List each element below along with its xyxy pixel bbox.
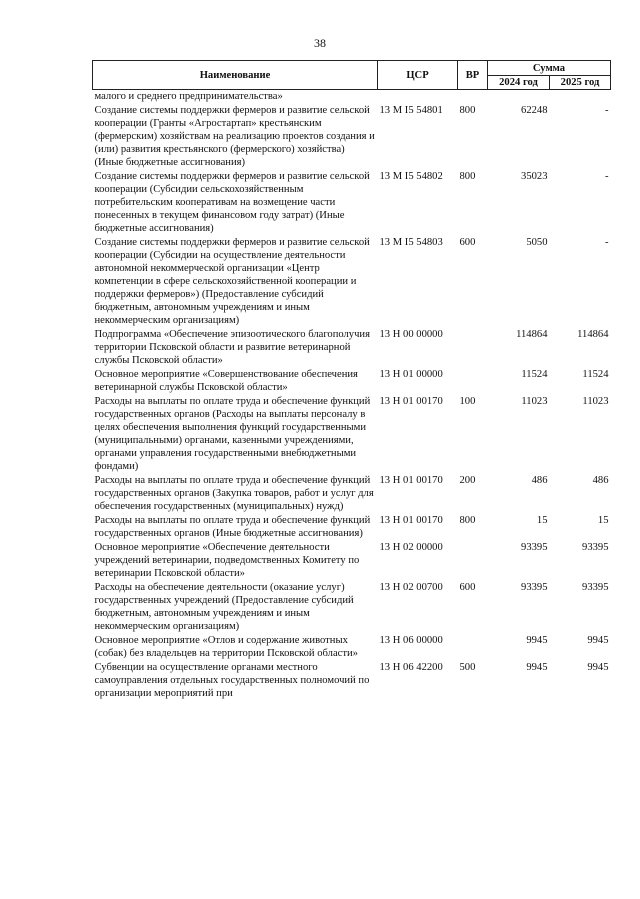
header-vr: ВР <box>458 61 488 90</box>
header-name: Наименование <box>93 61 378 90</box>
row-vr: 800 <box>459 515 476 526</box>
row-amount-2024: 9945 <box>526 662 548 673</box>
row-name: Подпрограмма «Обеспечение эпизоотического благополучия территории Псковской области и развитие ветеринарной службы Псковской области» <box>94 329 370 366</box>
row-amount-2025: 114864 <box>577 329 609 340</box>
table-row <box>93 514 611 541</box>
row-amount-2025: - <box>604 171 609 182</box>
row-vr <box>458 634 488 661</box>
row-amount-2024: 35023 <box>521 171 548 182</box>
row-amount-2025 <box>550 90 611 105</box>
table-row <box>93 90 611 105</box>
row-amount-2024: 11023 <box>521 396 548 407</box>
row-amount-2024 <box>488 90 550 105</box>
row-csr <box>378 90 458 105</box>
table-row <box>93 368 611 395</box>
row-amount-2025: 15 <box>597 515 609 526</box>
table-row <box>93 581 611 634</box>
row-amount-2024: 9945 <box>526 635 548 646</box>
row-amount-2025: 93395 <box>582 542 609 553</box>
row-name: Основное мероприятие «Обеспечение деятельности учреждений ветеринарии, подведомственных Комитету по ветеринарии Псковской области» <box>94 542 360 579</box>
row-vr: 800 <box>459 105 476 116</box>
row-name: Расходы на выплаты по оплате труда и обеспечение функций государственных органов (Расходы на выплаты персоналу в целях обеспечения выполнения функций государственными (муниципальными) органами, казенными учреждениями, органами управления государственными внебюджетными фондами) <box>94 396 371 472</box>
row-vr: 200 <box>459 475 476 486</box>
row-name: Расходы на выплаты по оплате труда и обеспечение функций государственных органов (Иные бюджетные ассигнования) <box>94 515 371 539</box>
table-row <box>93 474 611 514</box>
row-csr: 13 Н 01 00170 <box>379 475 443 486</box>
row-vr <box>458 368 488 395</box>
row-name: Создание системы поддержки фермеров и развитие сельской кооперации (Субсидии сельскохозяйственным потребительским кооперативам на возмещение части понесенных в текущем финансовом году затрат) (Иные бюджетные ассигнования) <box>94 171 370 234</box>
row-vr <box>458 541 488 581</box>
row-amount-2024: 114864 <box>516 329 548 340</box>
row-vr <box>458 90 488 105</box>
table-row <box>93 170 611 236</box>
row-amount-2025: 486 <box>592 475 609 486</box>
table-row <box>93 236 611 328</box>
row-name: малого и среднего предпринимательства» <box>94 91 283 102</box>
row-csr: 13 Н 00 00000 <box>379 329 443 340</box>
row-vr: 500 <box>459 662 476 673</box>
row-amount-2025: - <box>604 105 609 116</box>
row-name: Создание системы поддержки фермеров и развитие сельской кооперации (Гранты «Агростартап» крестьянским (фермерским) хозяйствам на реализацию проектов создания и (или) развития крестьянского (фермерского) хозяйства) (Иные бюджетные ассигнования) <box>94 105 375 168</box>
row-amount-2024: 62248 <box>521 105 548 116</box>
row-csr: 13 М I5 54802 <box>379 171 443 182</box>
row-csr: 13 М I5 54803 <box>379 237 443 248</box>
row-csr: 13 Н 02 00700 <box>379 582 443 593</box>
row-amount-2024: 11524 <box>521 369 548 380</box>
row-vr <box>458 328 488 368</box>
row-csr: 13 Н 02 00000 <box>379 542 443 553</box>
table-row <box>93 104 611 170</box>
row-amount-2024: 93395 <box>521 582 548 593</box>
table-row <box>93 328 611 368</box>
row-amount-2024: 15 <box>536 515 548 526</box>
row-amount-2025: - <box>604 237 609 248</box>
row-csr: 13 Н 01 00170 <box>379 396 443 407</box>
header-csr: ЦСР <box>378 61 458 90</box>
row-amount-2025: 9945 <box>587 662 609 673</box>
row-name: Создание системы поддержки фермеров и развитие сельской кооперации (Субсидии на осуществление деятельности автономной некоммерческой организации «Центр компетенции в сфере сельскохозяйственной кооперации и поддержки фермеров») (Предоставление субсидий бюджетным, автономным учреждениям и иным некоммерческим организациям) <box>94 237 370 326</box>
row-amount-2025: 93395 <box>582 582 609 593</box>
table-row <box>93 634 611 661</box>
row-amount-2024: 486 <box>531 475 548 486</box>
header-year-2024: 2024 год <box>488 76 550 90</box>
row-amount-2025: 11023 <box>582 396 609 407</box>
row-name: Основное мероприятие «Совершенствование обеспечения ветеринарной службы Псковской области» <box>94 369 358 393</box>
table-body <box>93 90 611 702</box>
table-row <box>93 541 611 581</box>
row-amount-2025: 9945 <box>587 635 609 646</box>
row-amount-2024: 5050 <box>526 237 548 248</box>
row-csr: 13 Н 06 42200 <box>379 662 443 673</box>
row-vr: 100 <box>459 396 476 407</box>
table-row <box>93 661 611 701</box>
row-vr: 600 <box>459 582 476 593</box>
row-vr: 600 <box>459 237 476 248</box>
row-name: Основное мероприятие «Отлов и содержание животных (собак) без владельцев на территории Псковской области» <box>94 635 358 659</box>
page-number: 38 <box>314 36 326 50</box>
row-name: Расходы на обеспечение деятельности (оказание услуг) государственных учреждений (Предоставление субсидий бюджетным, автономным учреждениям и иным некоммерческим организациям) <box>94 582 354 632</box>
row-amount-2025: 11524 <box>582 369 609 380</box>
row-name: Субвенции на осуществление органами местного самоуправления отдельных государственных полномочий по организации мероприятий при <box>94 662 370 699</box>
budget-table <box>92 60 611 701</box>
row-name: Расходы на выплаты по оплате труда и обеспечение функций государственных органов (Закупка товаров, работ и услуг для обеспечения государственных (муниципальных) нужд) <box>94 475 374 512</box>
header-sum: Сумма <box>488 61 611 76</box>
header-year-2025: 2025 год <box>550 76 611 90</box>
table-row <box>93 395 611 474</box>
row-csr: 13 Н 06 00000 <box>379 635 443 646</box>
row-csr: 13 Н 01 00170 <box>379 515 443 526</box>
row-csr: 13 Н 01 00000 <box>379 369 443 380</box>
row-csr: 13 М I5 54801 <box>379 105 443 116</box>
row-amount-2024: 93395 <box>521 542 548 553</box>
row-vr: 800 <box>459 171 476 182</box>
